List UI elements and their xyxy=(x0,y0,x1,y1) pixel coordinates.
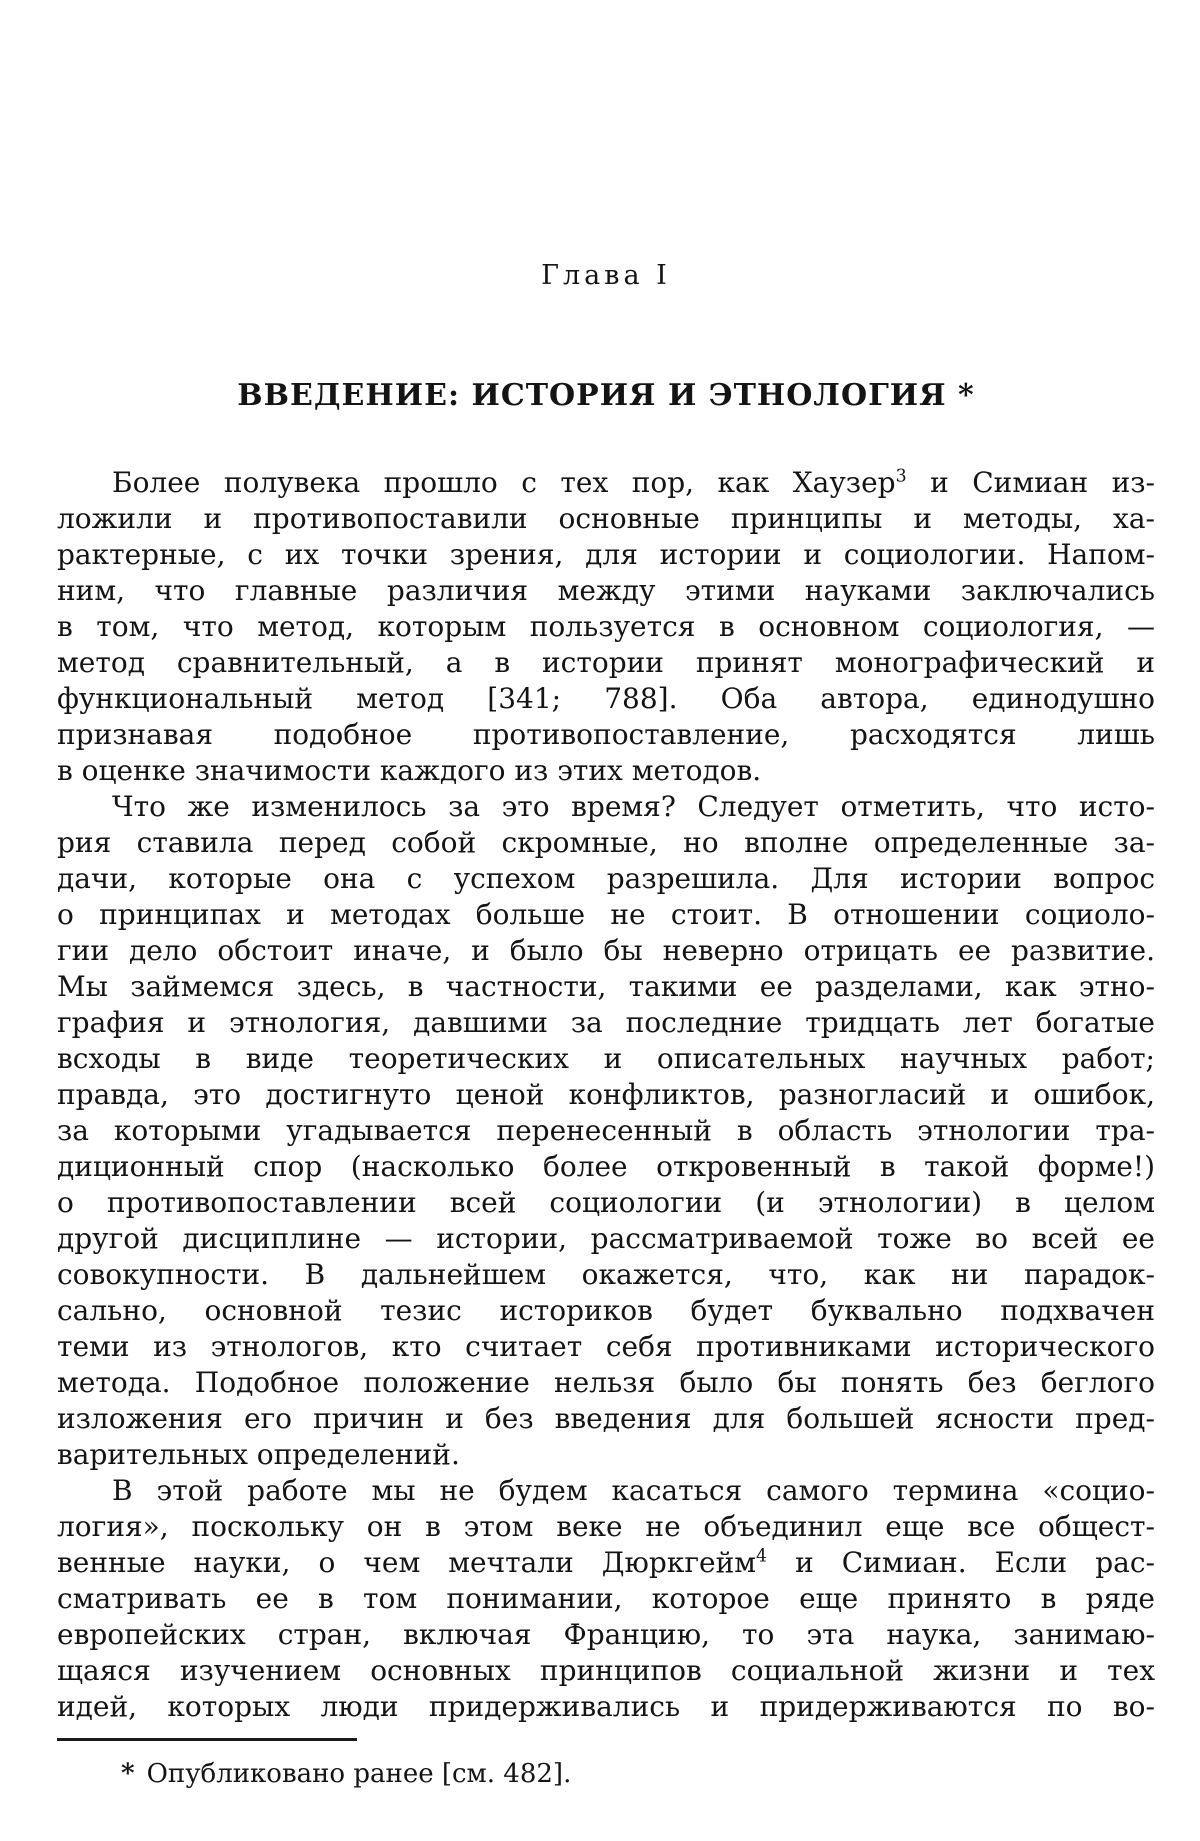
body-text xyxy=(57,465,1155,1725)
text-line: ложили и противопоставили основные принципы и методы, ха- xyxy=(57,502,1155,535)
text-line: Более полувека прошло с тех пор, как Хаузер$^3$ и Симиан из- xyxy=(112,466,1155,499)
text-line: щаяся изучением основных принципов социальной жизни и тех xyxy=(57,1654,1155,1687)
text-line: за которыми угадывается перенесенный в область этнологии тра- xyxy=(57,1114,1155,1147)
paragraph-2 xyxy=(57,789,1155,1473)
text-line: сально, основной тезис историков будет буквально подхвачен xyxy=(57,1294,1155,1327)
text-line: диционный спор (насколько более откровенный в такой форме!) xyxy=(57,1150,1155,1183)
text-line: рактерные, с их точки зрения, для истории и социологии. Напом- xyxy=(57,538,1155,571)
text-line: Мы займемся здесь, в частности, такими ее разделами, как этно- xyxy=(57,970,1155,1003)
footnote-text: Опубликовано ранее [см. 482]. xyxy=(146,1759,572,1789)
text-line: гии дело обстоит иначе, и было бы неверно отрицать ее развитие. xyxy=(57,934,1155,967)
paragraph-1 xyxy=(57,465,1155,789)
text-line: признавая подобное противопоставление, расходятся лишь xyxy=(57,718,1155,751)
page-title: ВВЕДЕНИЕ: ИСТОРИЯ И ЭТНОЛОГИЯ * xyxy=(237,378,975,413)
footnote xyxy=(57,1757,1155,1791)
text-line: В этой работе мы не будем касаться самого термина «социо- xyxy=(112,1474,1155,1507)
text-line: другой дисциплине — истории, рассматриваемой тоже во всей ее xyxy=(57,1222,1155,1255)
text-line: венные науки, о чем мечтали Дюркгейм$^4$ и Симиан. Если рас- xyxy=(57,1546,1155,1579)
text-line: правда, это достигнуто ценой конфликтов, разногласий и ошибок, xyxy=(57,1078,1155,1111)
text-line: Что же изменилось за это время? Следует отметить, что исто- xyxy=(112,790,1155,823)
text-line: совокупности. В дальнейшем окажется, что, как ни парадок- xyxy=(57,1258,1155,1291)
footnote-marker: * xyxy=(121,1759,135,1789)
text-line: логия», поскольку он в этом веке не объединил еще все общест- xyxy=(57,1510,1155,1543)
footnote-divider xyxy=(57,1738,357,1741)
text-line: идей, которых люди придерживались и придерживаются по во- xyxy=(57,1690,1155,1723)
text-line: функциональный метод [341; 788]. Оба автора, единодушно xyxy=(57,682,1155,715)
text-line: сматривать ее в том понимании, которое еще принято в ряде xyxy=(57,1582,1155,1615)
text-line: всходы в виде теоретических и описательных научных работ; xyxy=(57,1042,1155,1075)
text-line: о принципах и методах больше не стоит. В отношении социоло- xyxy=(57,898,1155,931)
text-line: ним, что главные различия между этими науками заключались xyxy=(57,574,1155,607)
text-line: изложения его причин и без введения для большей ясности пред- xyxy=(57,1402,1155,1435)
text-line: метод сравнительный, а в истории принят монографический и xyxy=(57,646,1155,679)
text-line: теми из этнологов, кто считает себя противниками исторического xyxy=(57,1330,1155,1363)
text-line: варительных определений. xyxy=(57,1438,460,1471)
text-line: метода. Подобное положение нельзя было бы понять без беглого xyxy=(57,1366,1155,1399)
paragraph-3 xyxy=(57,1473,1155,1725)
text-line: в том, что метод, которым пользуется в основном социология, — xyxy=(57,610,1155,643)
text-line: дачи, которые она с успехом разрешила. Для истории вопрос xyxy=(57,862,1155,895)
text-line: европейских стран, включая Францию, то эта наука, занимаю- xyxy=(57,1618,1155,1651)
text-line: о противопоставлении всей социологии (и этнологии) в целом xyxy=(57,1186,1155,1219)
text-line: графия и этнология, давшими за последние тридцать лет богатые xyxy=(57,1006,1155,1039)
chapter-heading: Глава I xyxy=(541,260,671,291)
text-line: в оценке значимости каждого из этих методов. xyxy=(57,754,762,787)
text-column xyxy=(57,258,1155,1791)
text-line: рия ставила перед собой скромные, но вполне определенные за- xyxy=(57,826,1155,859)
footnote-reference: 4 xyxy=(756,1546,768,1567)
footnote-reference: 3 xyxy=(895,466,907,487)
